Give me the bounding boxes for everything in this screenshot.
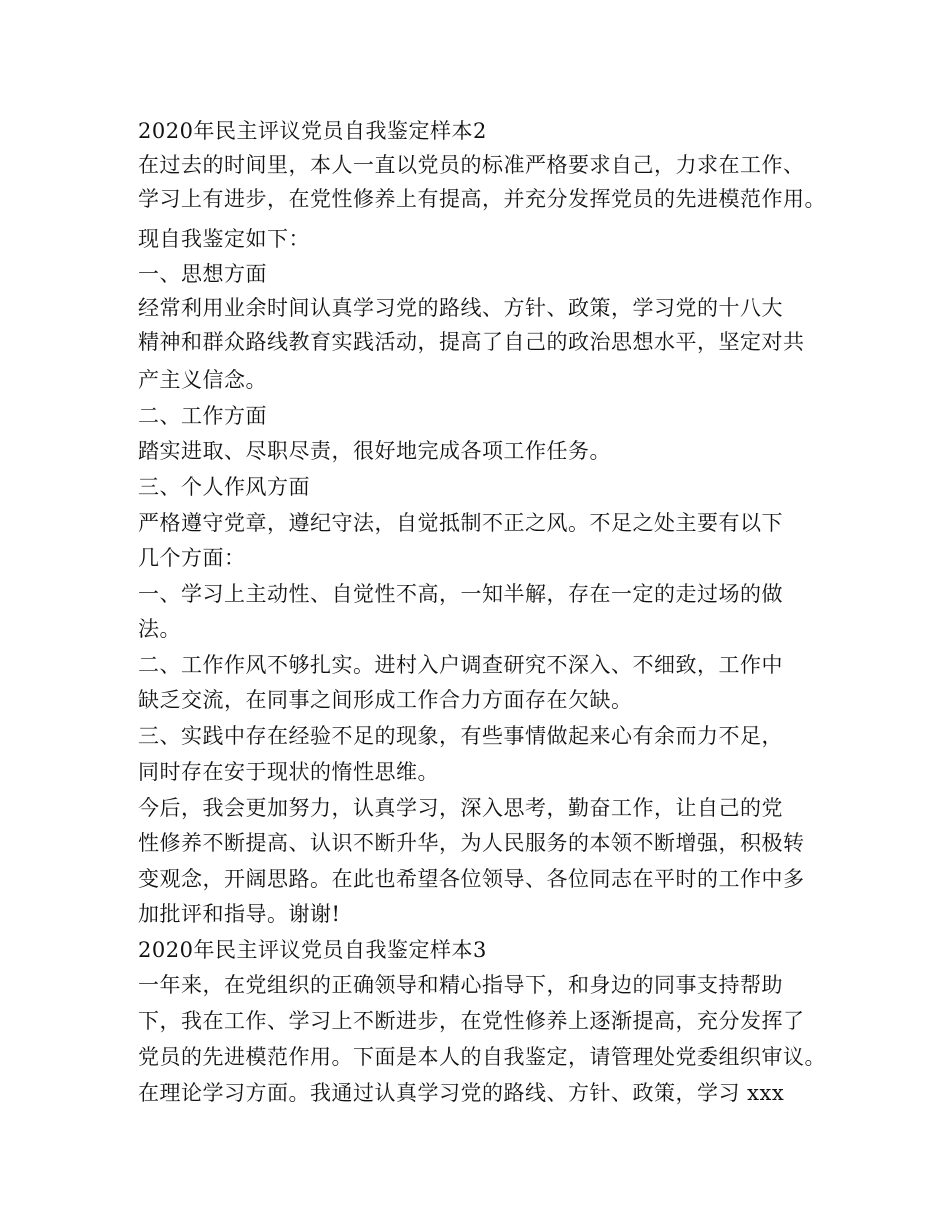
paragraph-line: 一、学习上主动性、自觉性不高，一知半解，存在一定的走过场的做	[138, 582, 783, 606]
paragraph-line: 现自我鉴定如下：	[138, 227, 310, 251]
paragraph-line: 经常利用业余时间认真学习党的路线、方针、政策，学习党的十八大	[138, 296, 783, 320]
heading-personal-style: 三、个人作风方面	[138, 475, 310, 499]
paragraph-line: 加批评和指导。谢谢!	[138, 902, 341, 926]
paragraph-line: 精神和群众路线教育实践活动，提高了自己的政治思想水平，坚定对共	[138, 330, 805, 354]
paragraph-line: 法。	[138, 617, 181, 641]
paragraph-line: 几个方面：	[138, 546, 246, 570]
paragraph-line: 一年来，在党组织的正确领导和精心指导下，和身边的同事支持帮助	[138, 973, 783, 997]
paragraph-line: 性修养不断提高、认识不断升华，为人民服务的本领不断增强，积极转	[138, 831, 805, 855]
heading-work: 二、工作方面	[138, 404, 267, 428]
paragraph-line: 三、实践中存在经验不足的现象，有些事情做起来心有余而力不足，	[138, 724, 783, 748]
paragraph-line: 在过去的时间里，本人一直以党员的标准严格要求自己，力求在工作、	[138, 153, 805, 177]
heading-thought: 一、思想方面	[138, 262, 267, 286]
paragraph-line: 产主义信念。	[138, 368, 267, 392]
paragraph-line: 今后，我会更加努力，认真学习，深入思考，勤奋工作，让自己的党	[138, 796, 783, 820]
paragraph-line: 踏实进取、尽职尽责，很好地完成各项工作任务。	[138, 439, 611, 463]
paragraph-line: 同时存在安于现状的惰性思维。	[138, 760, 439, 784]
paragraph-line: 下，我在工作、学习上不断进步，在党性修养上逐渐提高，充分发挥了	[138, 1009, 805, 1033]
paragraph-line: 党员的先进模范作用。下面是本人的自我鉴定，请管理处党委组织审议。	[138, 1045, 826, 1069]
section-title-sample-2: 2020年民主评议党员自我鉴定样本2	[138, 119, 487, 143]
paragraph-line: 学习上有进步，在党性修养上有提高，并充分发挥党员的先进模范作用。	[138, 187, 826, 211]
paragraph-line: 在理论学习方面。我通过认真学习党的路线、方针、政策，学习 xxx	[138, 1081, 785, 1105]
paragraph-line: 缺乏交流，在同事之间形成工作合力方面存在欠缺。	[138, 688, 633, 712]
paragraph-line: 严格遵守党章，遵纪守法，自觉抵制不正之风。不足之处主要有以下	[138, 511, 783, 535]
section-title-sample-3: 2020年民主评议党员自我鉴定样本3	[138, 938, 487, 962]
paragraph-line: 变观念，开阔思路。在此也希望各位领导、各位同志在平时的工作中多	[138, 867, 805, 891]
paragraph-line: 二、工作作风不够扎实。进村入户调查研究不深入、不细致，工作中	[138, 653, 783, 677]
